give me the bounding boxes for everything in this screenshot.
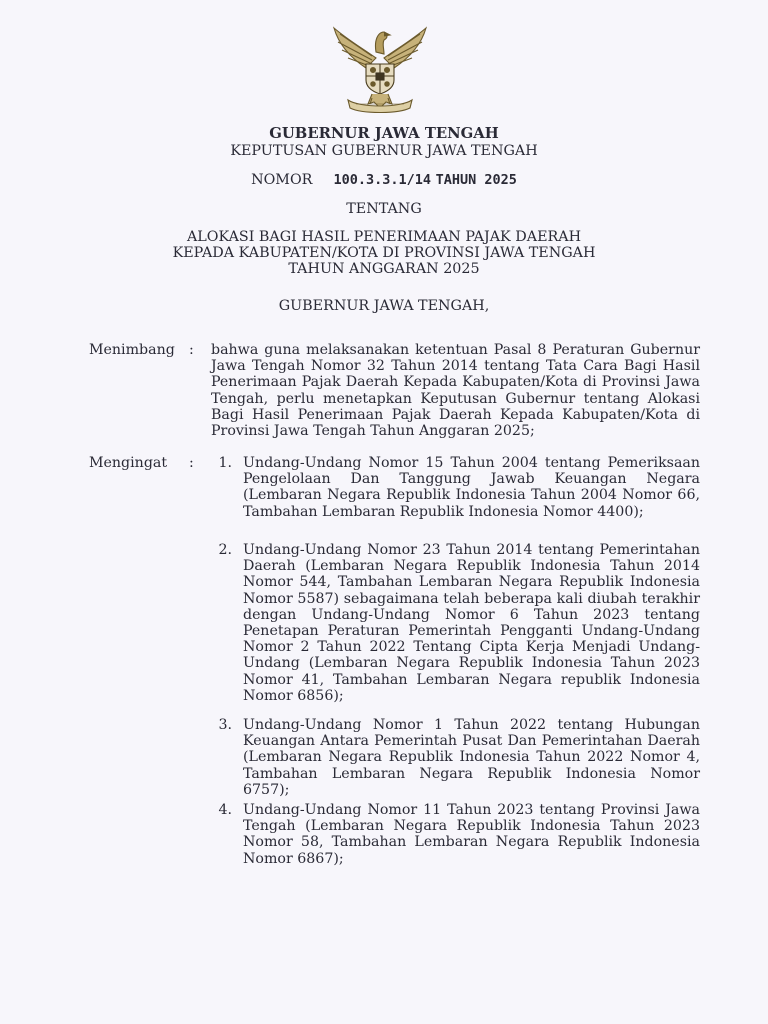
decree-title: KEPUTUSAN GUBERNUR JAWA TENGAH — [230, 143, 538, 159]
menimbang-text — [211, 342, 700, 439]
menimbang-text-content: bahwa guna melaksanakan ketentuan Pasal 8 Peraturan Gubernur Jawa Tengah Nomor 32 Tahun 2014 tentang Tata Cara Bagi Hasil Penerimaan Pajak Daerah Kepada Kabupaten/Kota di Provinsi Jawa Tengah, perlu menetapkan Keputusan Gubernur tentang Alokasi Bagi Hasil Penerimaan Pajak Daerah Kepada Kabupaten/Kota di Provinsi Jawa Tengah Tahun Anggaran 2025; — [211, 342, 700, 440]
mengingat-label: Mengingat — [89, 455, 168, 471]
garuda-pancasila-emblem-icon — [326, 18, 434, 116]
number-value: 100.3.3.1/14 — [333, 172, 432, 188]
subject-line-2: KEPADA KABUPATEN/KOTA DI PROVINSI JAWA TENGAH — [172, 245, 596, 261]
mengingat-item-2-number: 2. — [218, 542, 232, 558]
governor-title: GUBERNUR JAWA TENGAH — [269, 125, 499, 142]
mengingat-item-3-number: 3. — [218, 717, 232, 733]
mengingat-item-2-text: Undang-Undang Nomor 23 Tahun 2014 tentang Pemerintahan Daerah (Lembaran Negara Republik Indonesia Tahun 2014 Nomor 544, Tambahan Lembaran Negara Republik Indonesia Nomor 5587) sebagaimana telah beberapa kali diubah terakhir dengan Undang-Undang Nomor 6 Tahun 2023 tentang Penetapan Peraturan Pemerintah Pengganti Undang-Undang Nomor 2 Tahun 2022 Tentang Cipta Kerja Menjadi Undang-Undang (Lembaran Negara Republik Indonesia Tahun 2023 Nomor 41, Tambahan Lembaran Negara republik Indonesia Nomor 6856); — [243, 542, 700, 704]
menimbang-label: Menimbang — [89, 342, 175, 358]
mengingat-item-1-number: 1. — [218, 455, 232, 471]
about-heading: TENTANG — [346, 201, 422, 217]
mengingat-item-4-number: 4. — [218, 802, 232, 818]
decree-number-line — [0, 172, 768, 189]
issuer-heading: GUBERNUR JAWA TENGAH, — [278, 298, 490, 314]
number-label: NOMOR — [251, 172, 313, 188]
mengingat-item-4-text: Undang-Undang Nomor 11 Tahun 2023 tentang Provinsi Jawa Tengah (Lembaran Negara Republik Indonesia Tahun 2023 Nomor 58, Tambahan Lembaran Negara Republik Indonesia Nomor 6867); — [243, 802, 700, 867]
mengingat-colon: : — [189, 455, 194, 471]
year-label: TAHUN 2025 — [435, 172, 517, 188]
mengingat-item-1-text: Undang-Undang Nomor 15 Tahun 2004 tentang Pemeriksaan Pengelolaan Dan Tanggung Jawab Keuangan Negara (Lembaran Negara Republik Indonesia Tahun 2004 Nomor 66, Tambahan Lembaran Republik Indonesia Nomor 4400); — [243, 455, 700, 520]
mengingat-item-3-text: Undang-Undang Nomor 1 Tahun 2022 tentang Hubungan Keuangan Antara Pemerintah Pusat Dan Pemerintahan Daerah (Lembaran Negara Republik Indonesia Tahun 2022 Nomor 4, Tambahan Lembaran Negara Republik Indonesia Nomor 6757); — [243, 717, 700, 798]
subject-line-3: TAHUN ANGGARAN 2025 — [288, 261, 480, 277]
subject-line-1: ALOKASI BAGI HASIL PENERIMAAN PAJAK DAERAH — [186, 229, 582, 245]
menimbang-colon: : — [189, 342, 194, 358]
